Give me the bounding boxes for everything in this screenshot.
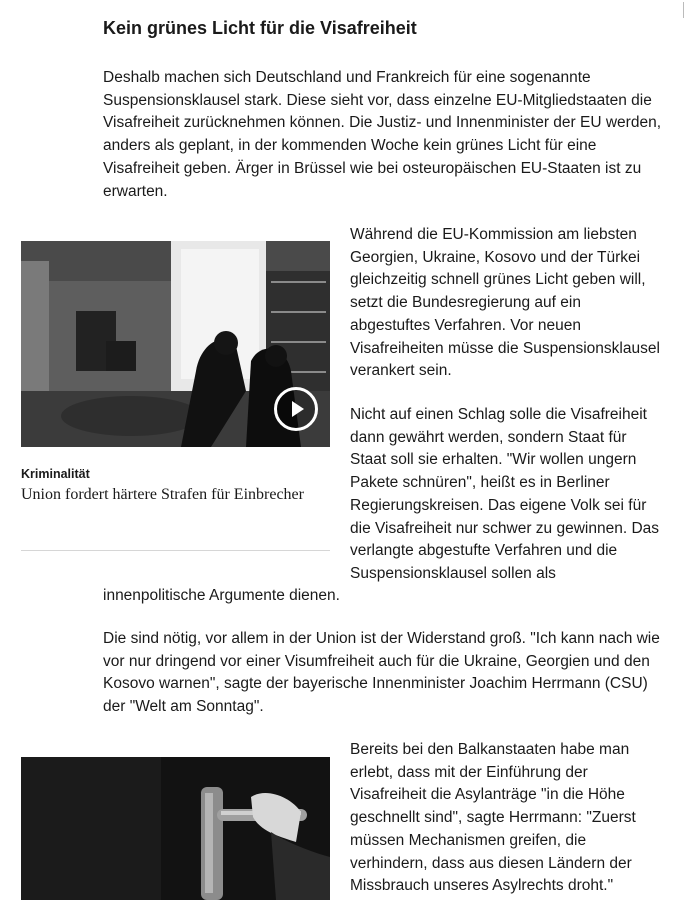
article-paragraph: Nicht auf einen Schlag solle die Visafreiheit dann gewährt werden, sondern Staat für Staat soll sie erhalten. "Wir wollen ungern Pakete schnüren", heißt es in Berliner Regierungskreisen. Das eigene Volk sei für die Visafreiheit nur schwer zu gewinnen. Das verlangte abgestufte Verfahren und die Suspensionsklausel sollen als: [350, 406, 660, 582]
article-paragraph-continuation: innenpolitische Argumente dienen.: [103, 587, 340, 604]
door-handle-image[interactable]: [21, 757, 330, 900]
article-paragraph: Deshalb machen sich Deutschland und Frankreich für eine sogenannte Suspensionsklausel stark. Diese sieht vor, dass einzelne EU-Mitgliedstaaten die Visafreiheit zurücknehmen können. Die Justiz- und Innenminister der EU werden, anders als geplant, in der kommenden Woche kein grünes Licht für eine Visafreiheit geben. Ärger in Brüssel wie bei osteuropäischen EU-Staaten ist zu erwarten.: [103, 69, 661, 200]
teaser-title-link[interactable]: Union fordert härtere Strafen für Einbrecher: [21, 486, 304, 503]
right-edge-fragment: [677, 2, 684, 18]
door-handle-photo: [21, 757, 330, 900]
teaser-divider: [21, 550, 330, 551]
article-heading: Kein grünes Licht für die Visafreiheit: [103, 18, 417, 38]
article-paragraph: Die sind nötig, vor allem in der Union ist der Widerstand groß. "Ich kann nach wie vor nur dringend vor einer Visumfreiheit auch für die Ukraine, Georgien und den Kosovo warnen", sagte der bayerische Innenminister Joachim Herrmann (CSU) der "Welt am Sonntag".: [103, 630, 660, 716]
play-icon[interactable]: [274, 387, 318, 431]
teaser-video-thumbnail[interactable]: [21, 241, 330, 447]
article-paragraph: Bereits bei den Balkanstaaten habe man erlebt, dass mit der Einführung der Visafreiheit die Asylanträge "in die Höhe geschnellt sind", sagte Herrmann: "Zuerst müssen Mechanismen greifen, die verhindern, dass aus diesen Ländern der Missbrauch unseres Asylrechts droht.": [350, 741, 636, 895]
article-paragraph: Während die EU-Kommission am liebsten Georgien, Ukraine, Kosovo und der Türkei gleichzeitig schnell grünes Licht geben will, setzt die Bundesregierung auf ein abgestuftes Verfahren. Vor neuen Visafreiheiten müsse die Suspensionsklausel verankert sein.: [350, 226, 660, 380]
teaser-kicker: Kriminalität: [21, 467, 90, 481]
